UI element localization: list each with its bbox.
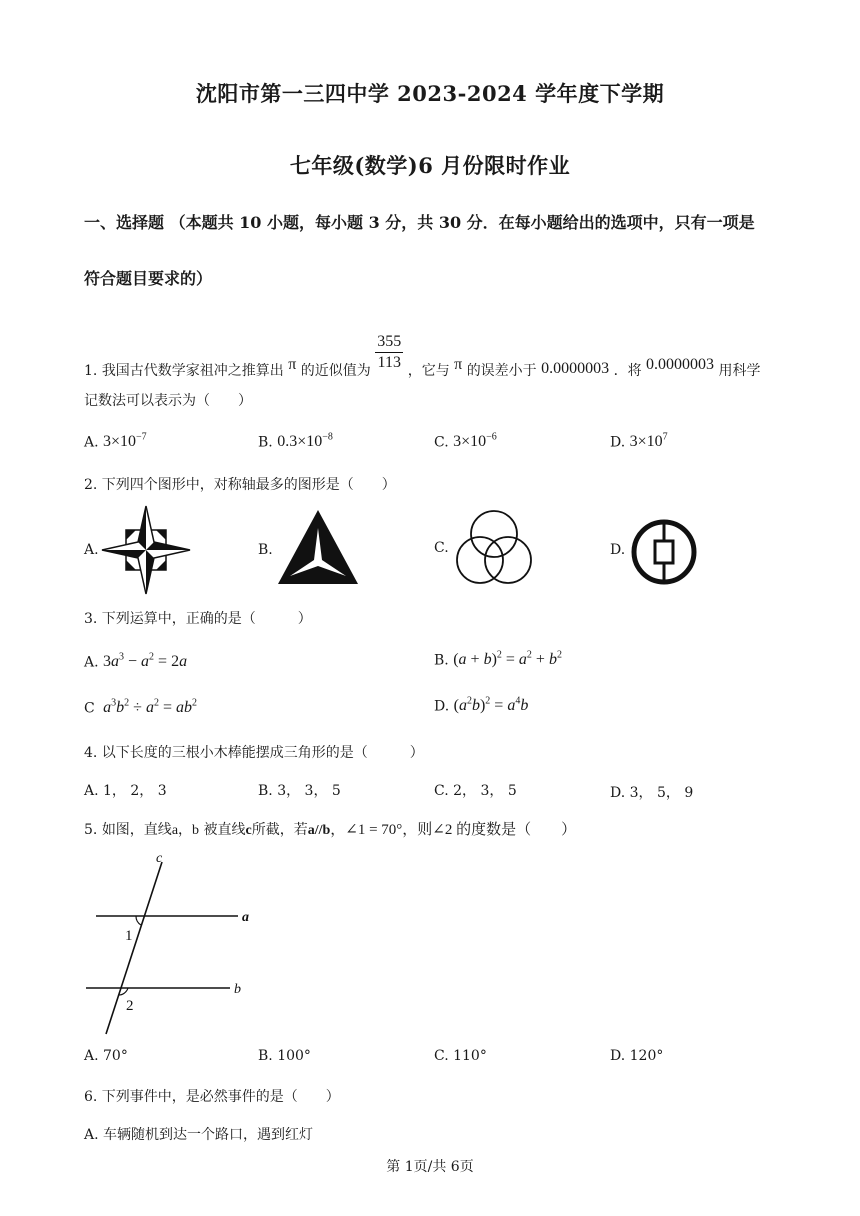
- section-title: 一、选择题: [84, 213, 165, 232]
- q4-option-a: A. 1， 2， 3: [84, 783, 167, 799]
- q1-option-a: [84, 432, 147, 451]
- q5-number: 5.: [84, 822, 98, 838]
- q1-option-a-value: $3\times 10^{-7}$: [103, 432, 147, 451]
- q1-pi-2: π: [454, 355, 463, 373]
- q1-pi-1: π: [288, 355, 297, 373]
- q1-option-c: [434, 432, 497, 451]
- q3-option-b: [434, 650, 562, 669]
- q4-option-c: C. 2， 3， 5: [434, 783, 517, 799]
- q3-option-d-expr: $(a^2b)^2 = a^4b$: [453, 696, 529, 715]
- q5-sep: ，: [178, 822, 193, 838]
- q3-option-c: [84, 698, 197, 717]
- q3-option-b-expr: $(a + b)^2 = a^2 + b^2$: [453, 650, 562, 669]
- section-instructions-cont: 符合题目要求的）: [84, 269, 213, 288]
- q5-text-3: 所截，若: [251, 822, 308, 838]
- q1-option-b-label: B.: [258, 434, 273, 451]
- question-6: 6. 下列事件中，是必然事件的是（ ）: [84, 1089, 340, 1105]
- q2-option-d-label: D.: [610, 542, 626, 558]
- q5-text-1: 如图，直线: [101, 822, 172, 838]
- line-c: [106, 862, 162, 1034]
- q1-fraction-denominator: 113: [377, 354, 401, 371]
- q1-text-3: ，它与: [407, 362, 450, 379]
- label-c: c: [156, 851, 163, 866]
- parallel-lines-figure: [80, 848, 280, 1038]
- q5-option-b: B. 100°: [258, 1048, 311, 1064]
- question-5: [84, 818, 576, 839]
- q2-option-b-label: B.: [258, 542, 273, 558]
- section-instructions: （本题共 10 小题，每小题 3 分，共 30 分．在每小题给出的选项中，只有一项是: [169, 213, 755, 232]
- question-3: 3. 下列运算中，正确的是（ ）: [84, 611, 312, 627]
- q1-value-2: 0.0000003: [646, 355, 715, 373]
- three-circles-icon: [452, 508, 536, 588]
- q5-var-c: c: [245, 823, 252, 838]
- q1-text-5: ．将: [613, 362, 642, 379]
- section-heading: [84, 210, 755, 233]
- q3-option-c-expr: $a^3b^2 \div a^2 = ab^2$: [103, 698, 197, 717]
- q2-option-c-label: C.: [434, 540, 449, 556]
- q1-option-c-value: $3\times 10^{-6}$: [453, 432, 497, 451]
- q1-option-d-value: $3\times 10^7$: [629, 432, 668, 451]
- q2-option-a-label: A.: [84, 542, 99, 558]
- q5-option-d: D. 120°: [610, 1048, 664, 1064]
- page-subtitle: 七年级(数学)6 月份限时作业: [289, 153, 571, 178]
- q1-option-d-label: D.: [610, 434, 626, 451]
- q4-option-b: B. 3， 3， 5: [258, 783, 341, 799]
- compass-star-icon: [100, 504, 192, 596]
- question-2: 2. 下列四个图形中，对称轴最多的图形是（ ）: [84, 477, 396, 493]
- q5-var-a: a: [171, 823, 179, 838]
- q1-number: 1.: [84, 362, 98, 379]
- question-4: 4. 以下长度的三根小木棒能摆成三角形的是（ ）: [84, 745, 424, 761]
- q1-option-a-label: A.: [84, 434, 99, 451]
- q4-option-d: D. 3， 5， 9: [610, 785, 694, 801]
- q5-parallel: a//b: [307, 823, 331, 838]
- q1-text-1: 我国古代数学家祖冲之推算出: [101, 362, 284, 379]
- q3-option-d-label: D.: [434, 698, 450, 715]
- q5-option-a: A. 70°: [84, 1048, 128, 1064]
- label-angle-2: 2: [126, 998, 134, 1014]
- coin-shape-icon: [630, 518, 698, 586]
- q5-option-c: C. 110°: [434, 1048, 487, 1064]
- q1-option-b: [258, 432, 333, 451]
- q1-fraction: [375, 332, 403, 373]
- q5-text-2: 被直线: [203, 822, 246, 838]
- q3-option-c-label: C: [84, 700, 95, 717]
- q1-line-2: 记数法可以表示为（ ）: [84, 393, 252, 409]
- q1-value-1: 0.0000003: [541, 359, 610, 377]
- label-b: b: [234, 982, 241, 997]
- question-1: [84, 322, 761, 379]
- q1-option-c-label: C.: [434, 434, 449, 451]
- page-footer: 第 1页/共 6页: [386, 1159, 474, 1175]
- q1-text-4: 的误差小于: [466, 362, 537, 379]
- label-angle-1: 1: [125, 928, 133, 944]
- angle-1-arc: [136, 916, 141, 925]
- q1-fraction-numerator: 355: [375, 332, 403, 353]
- q6-option-a: A. 车辆随机到达一个路口，遇到红灯: [84, 1127, 314, 1143]
- page-title: 沈阳市第一三四中学 2023-2024 学年度下学期: [195, 81, 665, 106]
- q3-option-d: [434, 696, 528, 715]
- triangle-shape-icon: [276, 508, 360, 586]
- q5-var-b: b: [192, 823, 200, 838]
- q5-text-4: ，∠1 = 70°，则∠2 的度数是（ ）: [330, 822, 577, 838]
- q3-option-b-label: B.: [434, 652, 449, 669]
- q1-text-2: 的近似值为: [300, 362, 371, 379]
- q1-text-6: 用科学: [718, 362, 761, 379]
- q3-option-a-label: A.: [84, 654, 99, 671]
- q1-option-b-value: $0.3\times 10^{-8}$: [277, 432, 333, 451]
- q1-option-d: [610, 432, 668, 451]
- label-a: a: [242, 910, 249, 925]
- q3-option-a-expr: $3a^3 - a^2 = 2a$: [103, 652, 188, 671]
- q3-option-a: [84, 652, 187, 671]
